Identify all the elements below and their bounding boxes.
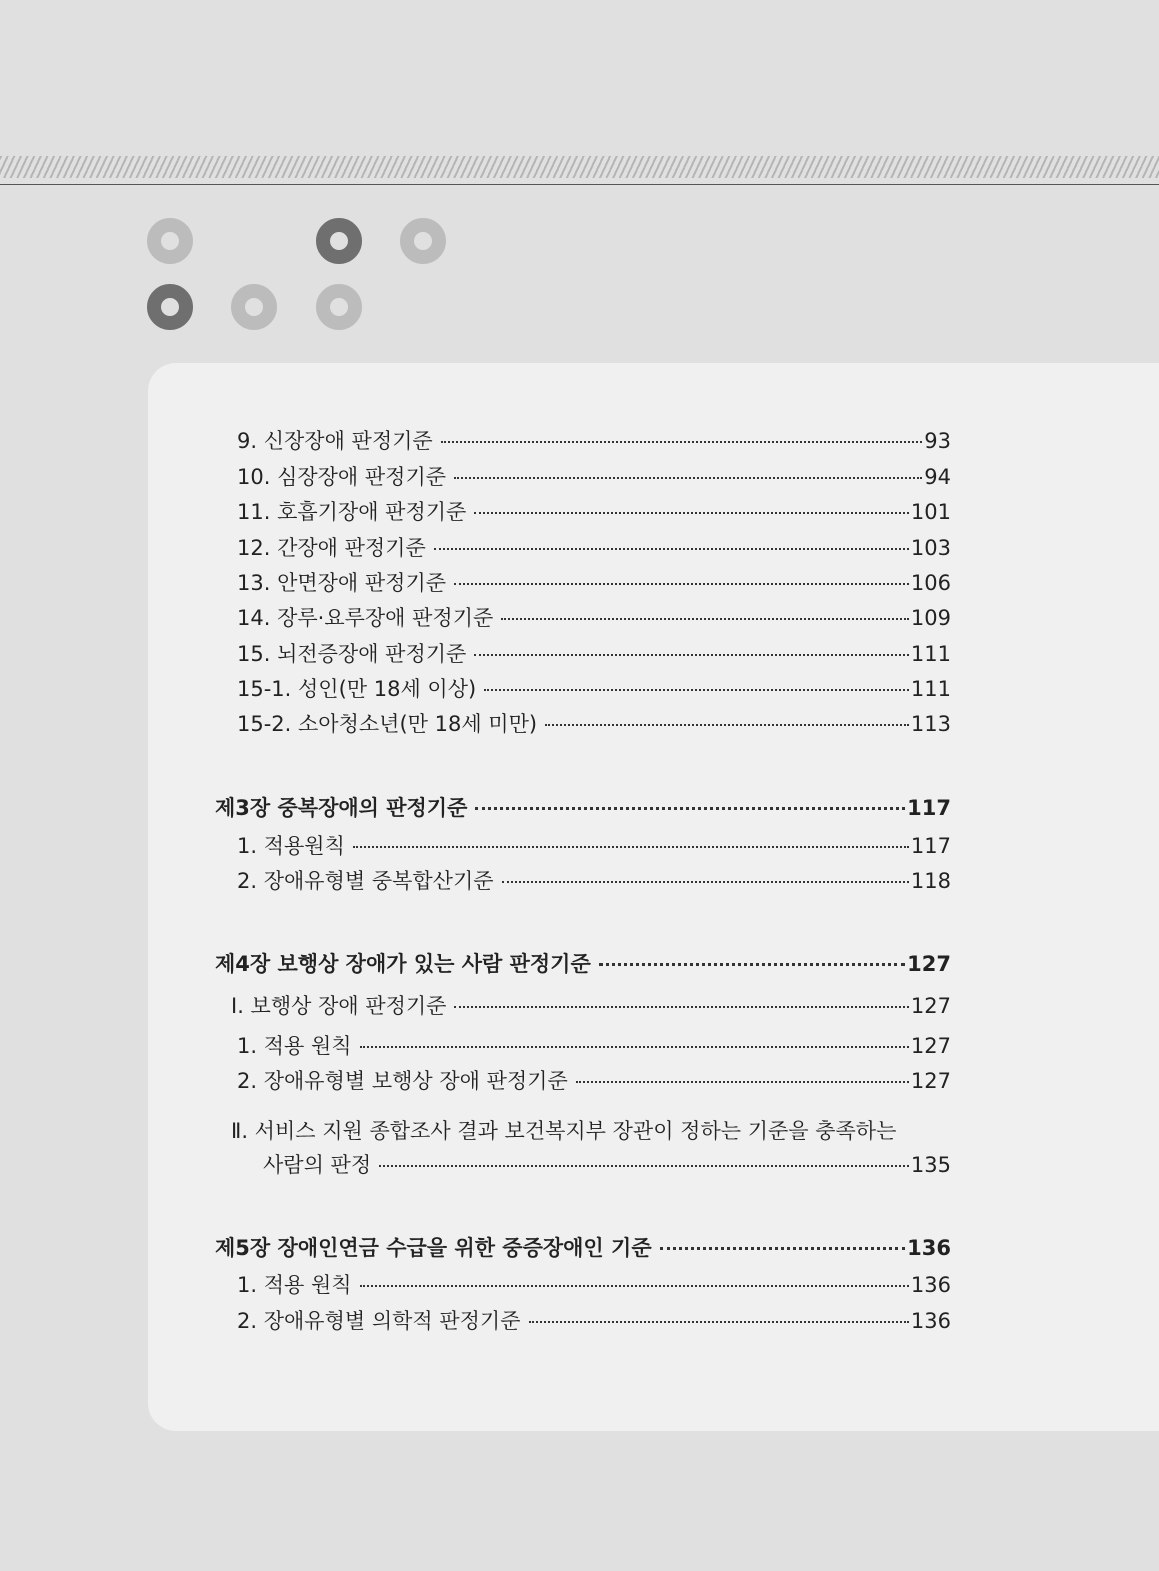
toc-part-2-title[interactable]: Ⅱ. 서비스 지원 종합조사 결과 보건복지부 장관이 정하는 기준을 충족하는 [231,1119,897,1143]
toc-entry-label: 1. 적용원칙 [237,834,345,858]
dot-leader [501,618,909,620]
toc-entry-page: 135 [910,1153,951,1177]
dot-leader [484,689,909,691]
toc-chapter-3[interactable] [215,795,951,821]
toc-entry[interactable] [237,676,951,702]
toc-entry-page: 113 [910,712,951,736]
toc-entry-label: 사람의 판정 [263,1153,372,1177]
toc-entry[interactable] [237,868,951,894]
dot-leader [379,1165,909,1167]
toc-entry-page: 103 [910,536,951,560]
toc-entry[interactable] [237,1272,951,1298]
toc-entry-label: 11. 호흡기장애 판정기준 [237,500,467,524]
toc-entry-label: 10. 심장장애 판정기준 [237,465,447,489]
chapter-page: 117 [907,796,951,820]
toc-entry[interactable] [237,605,951,631]
toc-entry-label: 9. 신장장애 판정기준 [237,429,433,453]
toc-entry-label: 1. 적용 원칙 [237,1034,352,1058]
toc-entry-page: 127 [910,994,951,1018]
toc-entry[interactable] [237,833,951,859]
toc-entry[interactable] [237,499,951,525]
toc-entry-label: 15-2. 소아청소년(만 18세 미만) [237,712,538,736]
dot-leader [434,548,909,550]
toc-entry-page: 136 [910,1273,951,1297]
toc-chapter-4[interactable] [215,951,951,977]
toc-entry-page: 117 [910,834,951,858]
toc-chapter-5[interactable] [215,1235,951,1261]
toc-entry-label: 14. 장루·요루장애 판정기준 [237,606,494,630]
toc-part-2[interactable] [263,1152,951,1178]
toc-entry[interactable] [237,535,951,561]
dot-leader [599,963,905,966]
toc-entry-label: Ⅰ. 보행상 장애 판정기준 [231,994,447,1018]
toc-entry-page: 93 [924,429,951,453]
toc-entry-page: 127 [910,1034,951,1058]
toc-entry-page: 109 [910,606,951,630]
dot-leader [545,724,909,726]
toc-entry-label: 2. 장애유형별 의학적 판정기준 [237,1309,521,1333]
toc-entry[interactable] [237,641,951,667]
dot-leader [454,477,922,479]
toc-entry-page: 136 [910,1309,951,1333]
chapter-page: 136 [907,1236,951,1260]
toc-entry[interactable] [237,1308,951,1334]
toc-entry-label: 15-1. 성인(만 18세 이상) [237,677,477,701]
dot-leader [360,1285,909,1287]
toc-entry-page: 106 [910,571,951,595]
toc-part-1[interactable] [231,993,951,1019]
toc-entry-page: 111 [910,642,951,666]
toc-entry-page: 118 [910,869,951,893]
toc-entry-label: 1. 적용 원칙 [237,1273,352,1297]
dot-leader [660,1247,906,1250]
dot-leader [502,881,909,883]
toc-entry[interactable] [237,1033,951,1059]
dot-leader [576,1081,909,1083]
dot-leader [475,807,905,810]
toc-entry-label: 13. 안면장애 판정기준 [237,571,447,595]
dot-leader [360,1046,909,1048]
dot-leader [474,654,909,656]
toc-entry-page: 94 [924,465,951,489]
dot-leader [529,1321,909,1323]
chapter-page: 127 [907,952,951,976]
toc-entry-page: 127 [910,1069,951,1093]
toc-entry-page: 111 [910,677,951,701]
dot-leader [454,583,909,585]
dot-leader [454,1006,908,1008]
toc-entry[interactable] [237,464,951,490]
toc-entry-label: 15. 뇌전증장애 판정기준 [237,642,467,666]
dot-leader [474,512,909,514]
toc-entry[interactable] [237,428,951,454]
toc-entry-label: 2. 장애유형별 보행상 장애 판정기준 [237,1069,568,1093]
toc-entry-label: 2. 장애유형별 중복합산기준 [237,869,494,893]
toc-entry[interactable] [237,570,951,596]
toc-entry[interactable] [237,1068,951,1094]
toc-entry[interactable] [237,711,951,737]
chapter-title: 제5장 장애인연금 수급을 위한 중증장애인 기준 [215,1236,652,1260]
chapter-title: 제4장 보행상 장애가 있는 사람 판정기준 [215,952,591,976]
toc-entry-page: 101 [910,500,951,524]
dot-leader [353,846,909,848]
toc-entry-label: 12. 간장애 판정기준 [237,536,426,560]
dot-leader [441,441,923,443]
chapter-title: 제3장 중복장애의 판정기준 [215,796,468,820]
